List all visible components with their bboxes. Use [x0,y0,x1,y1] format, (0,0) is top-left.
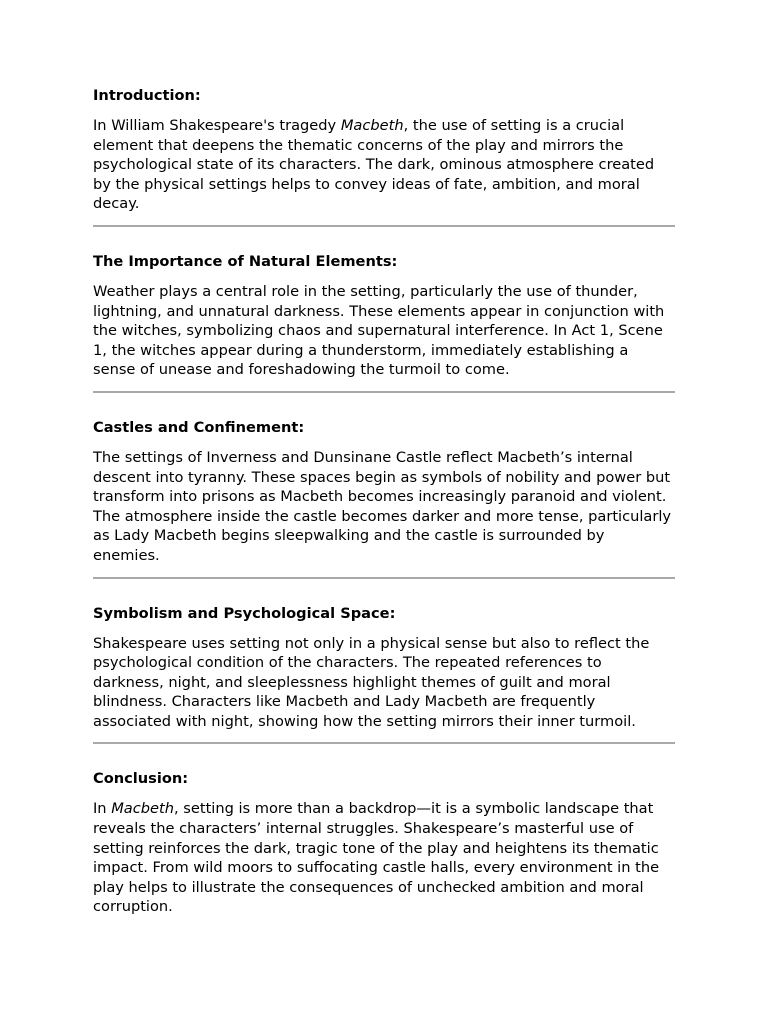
section-natural-elements [93,252,675,393]
section-divider [93,391,675,393]
section-heading: Symbolism and Psychological Space: [93,604,396,622]
section-paragraph [93,116,675,214]
section-divider [93,577,675,579]
section-paragraph: Shakespeare uses setting not only in a physical sense but also to reflect the psychological condition of the characters. The repeated references to darkness, night, and sleeplessness highlight themes of guilt and moral blindness. Characters like Macbeth and Lady Macbeth are frequently associated with night, showing how the setting mirrors their inner turmoil. [93,634,650,730]
section-paragraph: Weather plays a central role in the setting, particularly the use of thunder, lightning, and unnatural darkness. These elements appear in conjunction with the witches, symbolizing chaos and supernatural interference. In Act 1, Scene 1, the witches appear during a thunderstorm, immediately establishing a sense of unease and foreshadowing the turmoil to come. [93,282,665,379]
paragraph-text: In [93,800,112,818]
play-title-italic: Macbeth [340,117,404,134]
paragraph-text: , the use of setting is a crucial element that deepens the thematic concerns of the play and mirrors the psychological state of its characters. The dark, ominous atmosphere created by the physical settings helps to convey ideas of fate, ambition, and moral decay. [93,117,655,213]
essay-document [93,86,675,917]
section-heading: Castles and Confinement: [93,418,305,436]
section-paragraph: The settings of Inverness and Dunsinane Castle reflect Macbeth’s internal descent into tyranny. These spaces begin as symbols of nobility and power but transform into prisons as Macbeth becomes increasingly paranoid and violent. The atmosphere inside the castle becomes darker and more tense, particularly as Lady Macbeth begins sleepwalking and the castle is surrounded by enemies. [93,448,672,564]
section-introduction [93,86,675,227]
section-castles [93,418,675,579]
section-heading: The Importance of Natural Elements: [93,252,398,270]
section-heading: Introduction: [93,87,201,104]
section-heading: Conclusion: [93,770,189,788]
section-symbolism [93,604,675,745]
paragraph-text: , setting is more than a backdrop—it is a symbolic landscape that reveals the characters’ internal struggles. Shakespeare’s masterful use of setting reinforces the dark, tragic tone of the play and heightens its thematic impact. From wild moors to suffocating castle halls, every environment in the play helps to illustrate the consequences of unchecked ambition and moral corruption. [93,800,660,916]
section-paragraph [93,799,675,917]
section-conclusion [93,769,675,917]
play-title-italic: Macbeth [111,800,174,818]
paragraph-text: In William Shakespeare's tragedy [93,117,341,134]
section-divider [93,225,675,227]
section-divider [93,742,675,744]
